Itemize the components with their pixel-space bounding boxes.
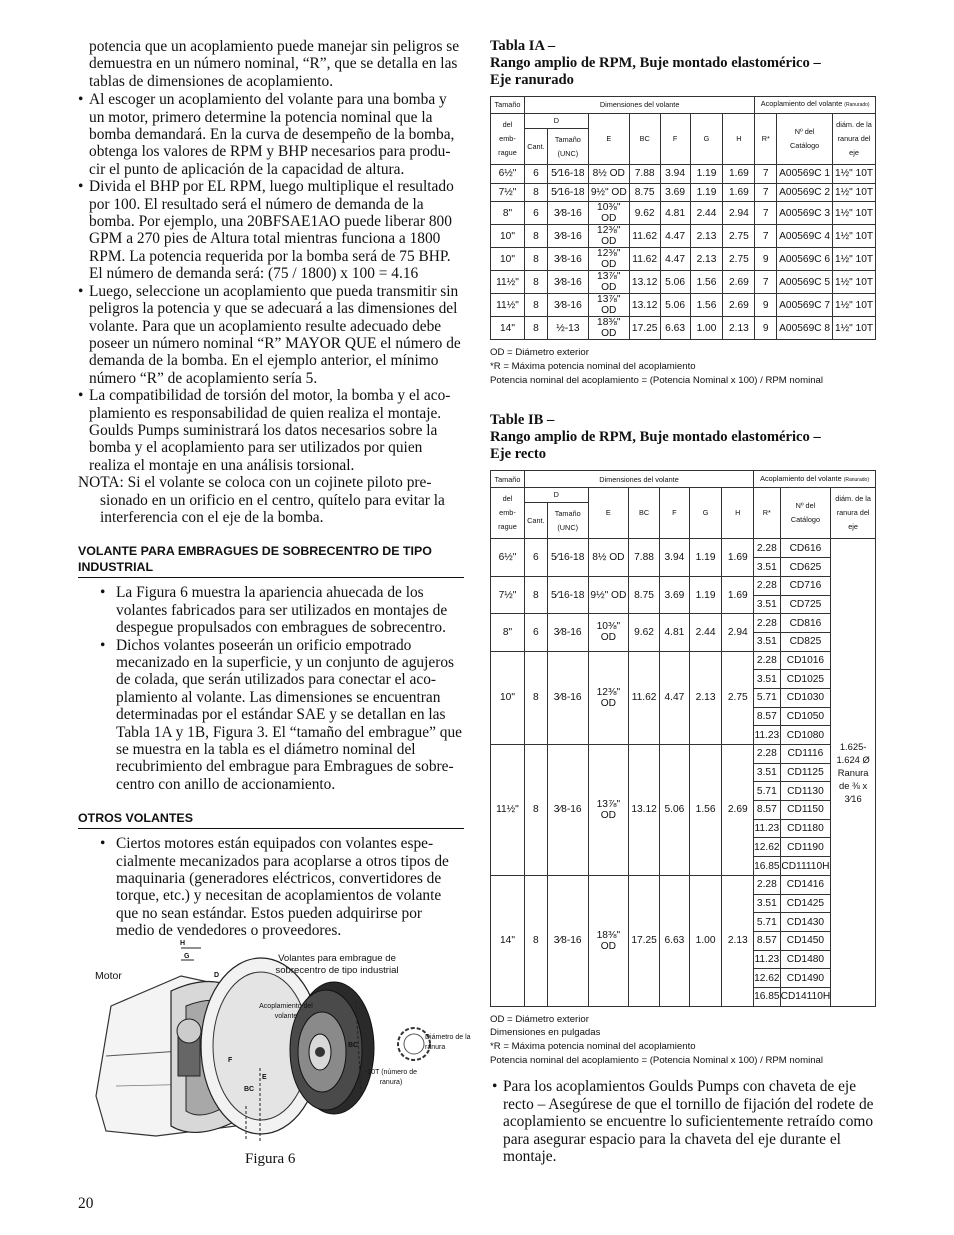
table-cell: 1½" 10T xyxy=(833,317,876,340)
col-h-header: H xyxy=(722,488,754,539)
coupling-header-sub: (Ranurado) xyxy=(844,102,870,109)
table-cell: 7 xyxy=(755,165,777,184)
table-cell: 13.12 xyxy=(629,271,660,294)
right-column xyxy=(490,38,878,1166)
table-cell: CD1490 xyxy=(780,969,831,988)
table-cell: CD1016 xyxy=(780,651,831,670)
table-cell: 13⅞" OD xyxy=(588,271,629,294)
other-flywheels-bullets xyxy=(78,835,464,939)
table-cell: 8½ OD xyxy=(588,539,629,576)
bullet-item: • La Figura 6 muestra la apariencia ahuecada de los volantes fabricados para ser utilizados en montajes de despegue propulsados con embragues de sobrecentro. xyxy=(78,584,464,636)
table-cell: CD1425 xyxy=(780,894,831,913)
table-cell: CD1450 xyxy=(780,931,831,950)
table-cell: 8 xyxy=(524,651,547,744)
table-cell: 8.75 xyxy=(629,183,660,202)
table-cell: 1.56 xyxy=(690,294,723,317)
table-cell: 3.69 xyxy=(660,576,690,613)
col-d-header: D xyxy=(524,114,588,129)
table-note: Potencia nominal del acoplamiento = (Potencia Nominal x 100) / RPM nominal xyxy=(490,374,824,386)
table-cell: 8 xyxy=(524,875,547,1006)
table-cell: 2.13 xyxy=(723,317,755,340)
coupling-header-text: Acoplamiento del volante xyxy=(760,473,842,483)
table-note: Potencia nominal del acoplamiento = (Potencia Nominal x 100) / RPM nominal xyxy=(490,1054,824,1066)
table-cell: 3⁄8-16 xyxy=(547,614,588,651)
table-cell: 8.75 xyxy=(629,576,660,613)
table-cell: ½-13 xyxy=(547,317,588,340)
table-cell: 2.94 xyxy=(723,202,755,225)
col-qty-header: Cant. xyxy=(524,503,547,539)
section-heading-other: OTROS VOLANTES xyxy=(78,810,464,829)
table-cell: 9 xyxy=(755,294,777,317)
table-b-notes xyxy=(490,1013,878,1068)
coupling-header-sub: (Ranurado) xyxy=(843,476,869,483)
col-unc-header: Tamaño (UNC) xyxy=(547,503,588,539)
table-cell: 3⁄8-16 xyxy=(547,294,588,317)
table-cell: CD1150 xyxy=(780,801,831,820)
table-cell: 8.57 xyxy=(754,707,781,726)
table-cell: CD1050 xyxy=(780,707,831,726)
col-spline-header: diám. de la ranura del eje xyxy=(831,488,876,539)
table-cell: 1½" 10T xyxy=(833,248,876,271)
table-cell: 12⅜" OD xyxy=(588,248,629,271)
table-cell: 5.06 xyxy=(660,271,690,294)
table-cell: 8 xyxy=(524,317,547,340)
table-cell: 6 xyxy=(524,165,547,184)
col-spline-header: diám. de la ranura del eje xyxy=(833,114,876,165)
table-a-caption xyxy=(490,38,878,89)
table-cell: 2.44 xyxy=(689,614,722,651)
table-cell: 13.12 xyxy=(629,294,660,317)
selection-steps-list xyxy=(78,91,464,474)
table-cell: CD14110H xyxy=(780,987,831,1006)
table-cell: 3.51 xyxy=(754,632,781,651)
table-cell: 12⅜" OD xyxy=(588,651,629,744)
table-cell: CD716 xyxy=(780,576,831,595)
table-cell: 7.88 xyxy=(629,539,660,576)
table-cell: 1.56 xyxy=(690,271,723,294)
table-cell: 14" xyxy=(491,317,525,340)
table-cell: 3.51 xyxy=(754,558,781,577)
bullet-item: • Divida el BHP por EL RPM, luego multiplique el resultado por 100. El resultado será el número de demanda de la bomba. Por ejemplo, una 20BFSAE1AO puede liberar 800 GPM a 270 pies de Altura total mientras funciona a 1800 RPM. La potencia requerida por la bomba será de 75 BHP. El número de demanda será: (75 / 1800) x 100 = 4.16 xyxy=(78,178,464,282)
table-cell: 3.94 xyxy=(660,539,690,576)
table-cell: 18⅜" OD xyxy=(588,875,629,1006)
col-cat-header: Nº del Catálogo xyxy=(780,488,831,539)
table-cell: 7 xyxy=(755,202,777,225)
table-cell: CD825 xyxy=(780,632,831,651)
table-row xyxy=(491,225,876,248)
table-cell: 11.23 xyxy=(754,726,781,745)
intro-paragraph: potencia que un acoplamiento puede manejar sin peligros se demuestra en un número nominal, “R”, que se detalla en las tablas de dimensiones de acoplamiento. xyxy=(89,38,460,90)
table-cell: 7½" xyxy=(491,183,525,202)
bullet-item: • Luego, seleccione un acoplamiento que pueda transmitir sin peligros la potencia y que se adecuará a las dimensiones del volante. Para que un acoplamiento resulte adecuado debe poseer un número nominal “R” MAYOR QUE el número de demanda de la bomba. En el ejemplo anterior, el mínimo número “R” de acoplamiento sería 5. xyxy=(78,283,464,387)
col-d-header: D xyxy=(524,488,588,503)
table-cell: 4.81 xyxy=(660,202,690,225)
table-cell: 3.51 xyxy=(754,670,781,689)
table-cell: 8 xyxy=(524,248,547,271)
table-cell: 1.69 xyxy=(722,576,754,613)
table-cell: 9½" OD xyxy=(588,576,629,613)
table-row xyxy=(491,183,876,202)
col-coupling-header xyxy=(754,471,876,488)
table-cell: 9 xyxy=(755,317,777,340)
table-cell: CD1480 xyxy=(780,950,831,969)
table-cell: 2.28 xyxy=(754,539,781,558)
industrial-bullets xyxy=(78,584,464,793)
table-cell: 4.47 xyxy=(660,651,690,744)
table-cell: 1.56 xyxy=(689,745,722,876)
table-row xyxy=(491,271,876,294)
col-r-header: R* xyxy=(755,114,777,165)
table-cell: 1½" 10T xyxy=(833,202,876,225)
col-e-header: E xyxy=(588,114,629,165)
table-cell: 1.19 xyxy=(689,576,722,613)
table-cell: 8 xyxy=(524,294,547,317)
table-cell: 5⁄16-18 xyxy=(547,183,588,202)
table-cell: CD11110H xyxy=(780,857,831,876)
table-cell: 13⅞" OD xyxy=(588,294,629,317)
table-cell: 6 xyxy=(524,614,547,651)
table-cell: 8 xyxy=(524,183,547,202)
table-ib xyxy=(490,470,876,1006)
table-cell: 5⁄16-18 xyxy=(547,165,588,184)
table-cell: 2.28 xyxy=(754,875,781,894)
table-cell: 11½" xyxy=(491,294,525,317)
table-cell: 1½" 10T xyxy=(833,165,876,184)
table-cell: 8 xyxy=(524,225,547,248)
col-size-desc: del emb-rague xyxy=(491,114,525,165)
table-a-caption-line: Tabla IA – xyxy=(490,38,556,54)
table-cell: 7 xyxy=(755,183,777,202)
table-cell: 8" xyxy=(491,614,525,651)
table-cell: 9½" OD xyxy=(588,183,629,202)
table-row xyxy=(491,248,876,271)
table-cell: 8½ OD xyxy=(588,165,629,184)
col-cat-header: Nº del Catálogo xyxy=(777,114,833,165)
table-cell: A00569C 5 xyxy=(777,271,833,294)
table-cell: CD725 xyxy=(780,595,831,614)
spline-diameter-cell: 1.625- 1.624 Ø Ranura de ⅜ x 3⁄16 xyxy=(831,539,876,1006)
table-cell: 7.88 xyxy=(629,165,660,184)
table-cell: 1½" 10T xyxy=(833,183,876,202)
bullet-item: • Ciertos motores están equipados con volantes espe-cialmente mecanizados para acoplarse a otros tipos de maquinaria (generadores eléctricos, convertidores de torque, etc.) y necesitan de acoplamientos de volante que no sean estándar. Estos pueden adquirirse por medio de vendedores o proveedores. xyxy=(78,835,464,939)
table-cell: 3.51 xyxy=(754,894,781,913)
table-cell: 14" xyxy=(491,875,525,1006)
table-a-caption-line: Rango amplio de RPM, Buje montado elastomérico – xyxy=(490,55,821,71)
coupling-header-text: Acoplamiento del volante xyxy=(760,99,843,109)
table-cell: 3.69 xyxy=(660,183,690,202)
table-ia xyxy=(490,96,876,340)
col-g-header: G xyxy=(690,114,723,165)
col-unc-header: Tamaño (UNC) xyxy=(547,129,588,165)
table-cell: 8 xyxy=(524,576,547,613)
table-cell: 2.75 xyxy=(723,225,755,248)
table-cell: 2.94 xyxy=(722,614,754,651)
table-cell: A00569C 7 xyxy=(777,294,833,317)
table-cell: 1.69 xyxy=(723,165,755,184)
table-row xyxy=(491,539,876,558)
table-cell: 3⁄8-16 xyxy=(547,248,588,271)
table-cell: 2.28 xyxy=(754,614,781,633)
col-size-header: Tamaño xyxy=(491,471,525,488)
table-note: OD = Diámetro exterior xyxy=(490,1013,589,1025)
table-row xyxy=(491,165,876,184)
table-cell: 1½" 10T xyxy=(833,225,876,248)
table-cell: CD1130 xyxy=(780,782,831,801)
dim-bc-coupling-label: BC xyxy=(348,1042,359,1049)
table-a-notes xyxy=(490,346,878,387)
col-f-header: F xyxy=(660,488,690,539)
table-cell: 1½" 10T xyxy=(833,294,876,317)
dim-h-label: H xyxy=(180,940,186,947)
table-cell: 11.23 xyxy=(754,950,781,969)
table-cell: 6½" xyxy=(491,539,525,576)
col-h-header: H xyxy=(723,114,755,165)
table-cell: 18⅜" OD xyxy=(588,317,629,340)
table-cell: 2.44 xyxy=(690,202,723,225)
table-cell: 12.62 xyxy=(754,969,781,988)
table-cell: CD1125 xyxy=(780,763,831,782)
table-cell: 3.51 xyxy=(754,763,781,782)
table-cell: 16.85 xyxy=(754,857,781,876)
table-cell: 3.94 xyxy=(660,165,690,184)
table-cell: A00569C 8 xyxy=(777,317,833,340)
figure-6-drawing xyxy=(86,936,471,1146)
spline-diameter-label: Diámetro de la ranura xyxy=(425,1034,471,1051)
bullet-item: • Dichos volantes poseerán un orificio empotrado mecanizado en la superficie, y un conjunto de agujeros de colada, que serán utilizados para conectar el aco-plamiento al volante. Las dimensiones se encuentran determinadas por el estándar SAE y se detallan en las Tabla 1A y 1B, Figura 3. El “tamaño del embrague” que se muestra en la tabla es el diámetro nominal del recubrimiento del embrague para Embragues de sobre-centro con anillo de accionamiento. xyxy=(78,637,464,794)
table-row xyxy=(491,651,876,670)
dim-g-label: G xyxy=(184,953,190,960)
page-number: 20 xyxy=(78,1195,94,1212)
table-cell: A00569C 4 xyxy=(777,225,833,248)
table-cell: 10" xyxy=(491,248,525,271)
col-f-header: F xyxy=(660,114,690,165)
table-cell: 12.62 xyxy=(754,838,781,857)
table-cell: 11½" xyxy=(491,271,525,294)
table-cell: 10" xyxy=(491,225,525,248)
table-cell: 10⅜" OD xyxy=(588,614,629,651)
table-cell: 1.19 xyxy=(689,539,722,576)
table-cell: CD616 xyxy=(780,539,831,558)
table-cell: 3.51 xyxy=(754,595,781,614)
table-cell: CD816 xyxy=(780,614,831,633)
table-cell: 2.28 xyxy=(754,651,781,670)
dim-d-label: D xyxy=(214,972,220,979)
col-size-desc: del emb-rague xyxy=(491,488,525,539)
table-cell: 1.19 xyxy=(690,165,723,184)
table-note: *R = Máxima potencia nominal del acoplamiento xyxy=(490,1041,696,1053)
col-dims-header: Dimensiones del volante xyxy=(524,471,753,488)
table-row xyxy=(491,317,876,340)
table-cell: 12⅜" OD xyxy=(588,225,629,248)
table-cell: 13⅞" OD xyxy=(588,745,629,876)
col-bc-header: BC xyxy=(629,114,660,165)
table-cell: 8 xyxy=(524,745,547,876)
table-cell: 6.63 xyxy=(660,875,690,1006)
col-bc-header: BC xyxy=(629,488,660,539)
table-cell: 11.62 xyxy=(629,248,660,271)
table-cell: 1.19 xyxy=(690,183,723,202)
table-cell: 16.85 xyxy=(754,987,781,1006)
table-row xyxy=(491,875,876,894)
table-row xyxy=(491,576,876,595)
table-cell: 3⁄8-16 xyxy=(547,745,588,876)
table-cell: 11.23 xyxy=(754,819,781,838)
table-cell: 6½" xyxy=(491,165,525,184)
table-note: *R = Máxima potencia nominal del acoplamiento xyxy=(490,361,696,373)
table-row xyxy=(491,202,876,225)
table-cell: 6.63 xyxy=(660,317,690,340)
table-cell: 2.13 xyxy=(690,225,723,248)
table-row xyxy=(491,294,876,317)
figure-caption: Figura 6 xyxy=(245,1151,296,1167)
table-cell: 3⁄8-16 xyxy=(547,225,588,248)
table-cell: 13.12 xyxy=(629,745,660,876)
table-cell: 8.57 xyxy=(754,931,781,950)
table-cell: 8 xyxy=(524,271,547,294)
table-row xyxy=(491,614,876,633)
table-cell: 4.47 xyxy=(660,225,690,248)
table-cell: 2.69 xyxy=(723,294,755,317)
section-heading-industrial: VOLANTE PARA EMBRAGUES DE SOBRECENTRO DE TIPO INDUSTRIAL xyxy=(78,543,464,578)
table-cell: A00569C 6 xyxy=(777,248,833,271)
table-cell: 11.62 xyxy=(629,651,660,744)
table-cell: 2.75 xyxy=(723,248,755,271)
table-ia-body xyxy=(491,165,876,340)
table-cell: 10⅜" OD xyxy=(588,202,629,225)
table-cell: CD1180 xyxy=(780,819,831,838)
col-qty-header: Cant. xyxy=(524,129,547,165)
bullet-item: • Al escoger un acoplamiento del volante para una bomba y un motor, primero determine la potencia nominal que la bomba demandará. En la curva de desempeño de la bomba, obtenga los valores de RPM y BHP necesarios para produ-cir el punto de aplicación de la capacidad de altura. xyxy=(78,91,464,178)
col-g-header: G xyxy=(689,488,722,539)
table-cell: 2.28 xyxy=(754,576,781,595)
dim-f-label: F xyxy=(228,1057,233,1064)
table-cell: 2.69 xyxy=(723,271,755,294)
table-ib-body xyxy=(491,539,876,1006)
table-cell: CD1030 xyxy=(780,688,831,707)
table-cell: CD1416 xyxy=(780,875,831,894)
table-cell: 9 xyxy=(755,248,777,271)
table-cell: 7 xyxy=(755,271,777,294)
table-cell: CD1116 xyxy=(780,745,831,764)
table-cell: 17.25 xyxy=(629,317,660,340)
bullet-item: • La compatibilidad de torsión del motor, la bomba y el aco-plamiento es responsabilidad de quien realiza el montaje. Goulds Pumps suministrará los datos necesarios sobre la bomba y el acoplamiento para ser utilizados por quien realiza el montaje en una análisis torsional. xyxy=(78,387,464,474)
table-cell: A00569C 1 xyxy=(777,165,833,184)
dim-e-label: E xyxy=(262,1074,267,1081)
table-note: OD = Diámetro exterior xyxy=(490,347,589,359)
col-r-header: R* xyxy=(754,488,781,539)
table-cell: 2.75 xyxy=(722,651,754,744)
col-dims-header: Dimensiones del volante xyxy=(524,97,754,114)
table-cell: 2.28 xyxy=(754,745,781,764)
table-a-caption-line: Eje ranurado xyxy=(490,72,574,88)
table-b-caption xyxy=(490,412,878,463)
table-cell: A00569C 3 xyxy=(777,202,833,225)
table-cell: 5.06 xyxy=(660,745,690,876)
table-cell: 5⁄16-18 xyxy=(547,576,588,613)
table-cell: 3⁄8-16 xyxy=(547,651,588,744)
col-coupling-header xyxy=(755,97,876,114)
table-cell: 5.71 xyxy=(754,913,781,932)
table-cell: 5.71 xyxy=(754,688,781,707)
table-cell: 4.81 xyxy=(660,614,690,651)
table-cell: 11½" xyxy=(491,745,525,876)
table-cell: 1½" 10T xyxy=(833,271,876,294)
table-cell: 3⁄8-16 xyxy=(547,202,588,225)
setscrew-bullet-list xyxy=(490,1078,878,1165)
table-cell: CD1430 xyxy=(780,913,831,932)
table-cell: 2.69 xyxy=(722,745,754,876)
bullet-item: • Para los acoplamientos Goulds Pumps con chaveta de eje recto – Asegúrese de que el tornillo de fijación del rodete de acoplamiento se encuentre lo suficientemente retraído como para asegurar espacio para la chaveta del eje durante el montaje. xyxy=(492,1078,878,1165)
table-note: Dimensiones en pulgadas xyxy=(490,1027,601,1039)
table-cell: 2.13 xyxy=(689,651,722,744)
table-cell: 9.62 xyxy=(629,614,660,651)
table-cell: 2.13 xyxy=(690,248,723,271)
coupling-label: Acoplamiento del volante xyxy=(259,1003,313,1020)
table-cell: CD625 xyxy=(780,558,831,577)
table-b-caption-line: Eje recto xyxy=(490,446,547,463)
left-column xyxy=(78,38,464,940)
table-cell: 1.69 xyxy=(723,183,755,202)
table-b-caption-line: Table IB – xyxy=(490,412,555,429)
table-cell: A00569C 2 xyxy=(777,183,833,202)
table-cell: 3⁄8-16 xyxy=(547,875,588,1006)
flywheels-label: Volantes para embrague de sobrecentro de tipo industrial xyxy=(275,953,399,976)
table-cell: 8" xyxy=(491,202,525,225)
table-cell: 7½" xyxy=(491,576,525,613)
table-cell: CD1190 xyxy=(780,838,831,857)
table-cell: 6 xyxy=(524,202,547,225)
motor-label: Motor xyxy=(95,970,122,982)
table-cell: 1.00 xyxy=(689,875,722,1006)
table-cell: 2.13 xyxy=(722,875,754,1006)
table-cell: 3⁄8-16 xyxy=(547,271,588,294)
table-cell: 10" xyxy=(491,651,525,744)
table-cell: 4.47 xyxy=(660,248,690,271)
table-cell: 6 xyxy=(524,539,547,576)
table-cell: 1.69 xyxy=(722,539,754,576)
note-paragraph: NOTA: Si el volante se coloca con un cojinete piloto pre-sionado en un orificio en el centro, quítelo para evitar la interferencia con el eje de la bomba. xyxy=(78,474,445,526)
table-cell: 5⁄16-18 xyxy=(547,539,588,576)
dim-bc-label: BC xyxy=(244,1086,255,1093)
table-cell: 17.25 xyxy=(629,875,660,1006)
table-cell: 5.71 xyxy=(754,782,781,801)
table-cell: 1.00 xyxy=(690,317,723,340)
col-size-header: Tamaño xyxy=(491,97,525,114)
table-cell: 9.62 xyxy=(629,202,660,225)
table-cell: 11.62 xyxy=(629,225,660,248)
table-cell: CD1080 xyxy=(780,726,831,745)
table-cell: 7 xyxy=(755,225,777,248)
table-cell: CD1025 xyxy=(780,670,831,689)
col-e-header: E xyxy=(588,488,629,539)
table-cell: 5.06 xyxy=(660,294,690,317)
table-b-caption-line: Rango amplio de RPM, Buje montado elastomérico – xyxy=(490,429,821,446)
table-cell: 8.57 xyxy=(754,801,781,820)
table-row xyxy=(491,745,876,764)
spline-count-label: -10T (número de ranura) xyxy=(364,1069,417,1086)
